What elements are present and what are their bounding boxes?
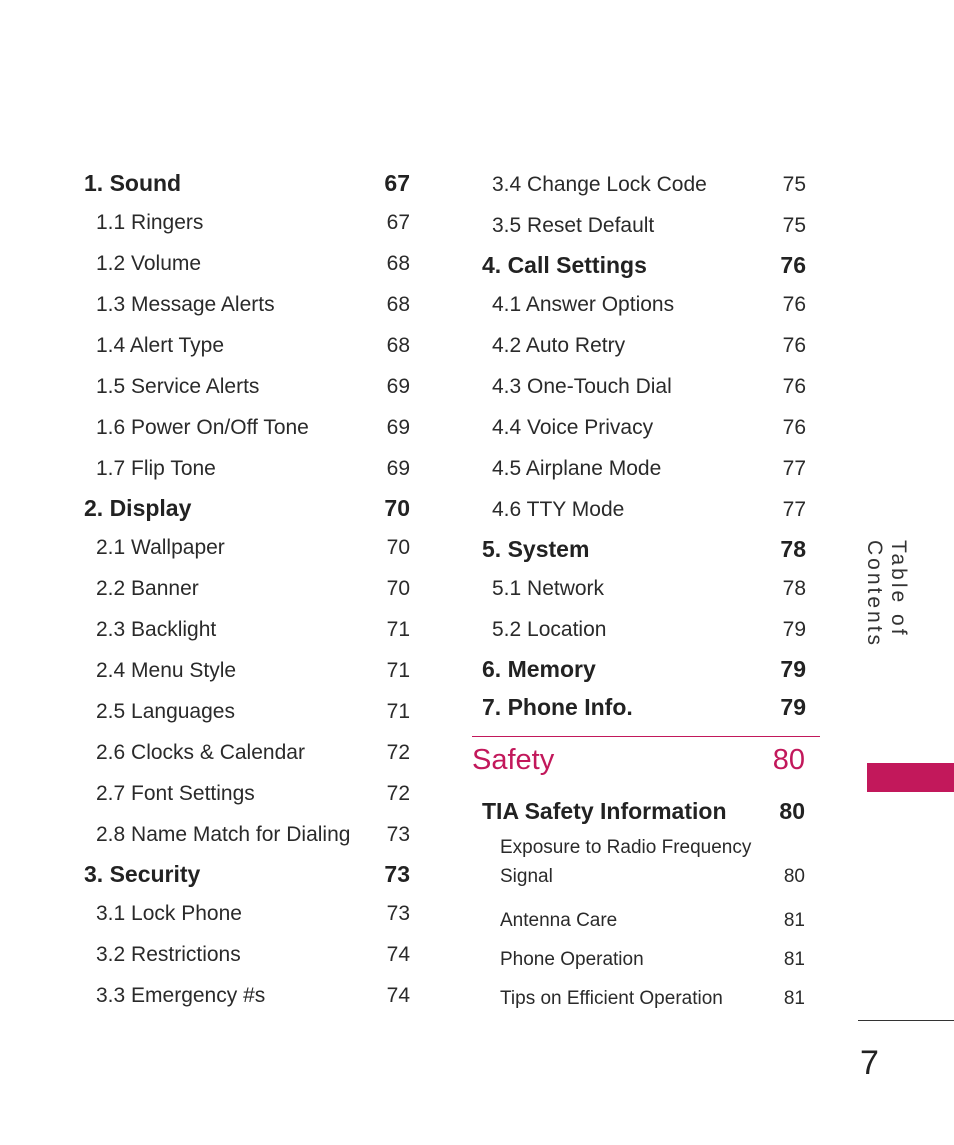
toc-entry[interactable] [84,325,410,366]
toc-entry[interactable] [84,732,410,773]
toc-entry-page: 69 [386,375,410,398]
toc-entry-label: 1.7 Flip Tone [96,457,216,480]
toc-entry-page: 69 [386,416,410,439]
toc-entry[interactable] [84,893,410,934]
safety-section [472,736,820,1018]
toc-entry[interactable] [472,568,806,609]
toc-entry-page: 76 [782,416,806,439]
toc-entry-page: 79 [780,694,806,720]
toc-entry-label: TIA Safety Information [482,798,727,824]
toc-section-entry[interactable] [84,489,410,527]
toc-entry-label: 1.3 Message Alerts [96,293,275,316]
toc-entry-safety-item[interactable] [472,940,820,979]
toc-entry[interactable] [472,448,806,489]
toc-entry-label: 2.4 Menu Style [96,659,237,682]
toc-entry-label: Phone Operation [500,949,644,970]
toc-entry-page: 68 [386,334,410,357]
toc-entry-label: 3.2 Restrictions [96,943,241,966]
toc-entry-page: 73 [384,861,410,887]
toc-entry[interactable] [84,773,410,814]
toc-section-entry[interactable] [472,530,806,568]
toc-section-entry[interactable] [472,688,806,726]
safety-items [472,901,820,1018]
toc-entry[interactable] [472,325,806,366]
toc-entry-tia-safety[interactable] [472,793,820,829]
toc-entry-page: 69 [386,457,410,480]
toc-entry-page: 71 [386,618,410,641]
toc-entry-label: 3. Security [84,861,201,887]
toc-entry-safety-item[interactable] [472,979,820,1018]
toc-entry[interactable] [84,568,410,609]
toc-entry-page: 75 [782,173,806,196]
toc-entry-label: 4.1 Answer Options [492,293,675,316]
toc-entry-label: 2.6 Clocks & Calendar [96,741,305,764]
toc-entry-label: 4.4 Voice Privacy [492,416,654,439]
toc-entry-label: 1.4 Alert Type [96,334,225,357]
toc-entry-page: 70 [386,577,410,600]
toc-entry-page: 68 [386,293,410,316]
toc-entry-page: 77 [782,457,806,480]
toc-entry-page: 80 [783,866,805,887]
toc-entry-label: 2.5 Languages [96,700,235,723]
toc-entry-page: 76 [782,334,806,357]
toc-entry[interactable] [84,284,410,325]
toc-entry-label: 2.1 Wallpaper [96,536,225,559]
toc-entry-page: 79 [782,618,806,641]
toc-entry-label-continued: Signal [500,866,553,887]
toc-entry-label: 7. Phone Info. [482,694,633,720]
toc-entry-label: 2.8 Name Match for Dialing [96,823,351,846]
toc-entry-page: 78 [780,536,806,562]
toc-entry-label: 2.7 Font Settings [96,782,255,805]
toc-entry-label: 2.2 Banner [96,577,199,600]
toc-entry[interactable] [472,366,806,407]
toc-entry-label: 3.1 Lock Phone [96,902,242,925]
toc-entry[interactable] [84,609,410,650]
toc-entry[interactable] [84,527,410,568]
toc-entry-label: 3.4 Change Lock Code [492,173,707,196]
toc-entry-page: 79 [780,656,806,682]
toc-entry-page: 81 [783,910,805,931]
toc-entry-page: 76 [782,293,806,316]
side-tab-marker [867,763,954,792]
toc-entry-page: 68 [386,252,410,275]
toc-entry-page: 72 [386,782,410,805]
toc-entry-label: 1.5 Service Alerts [96,375,260,398]
toc-entry-safety-item[interactable] [472,901,820,940]
toc-entry-page: 73 [386,902,410,925]
toc-entry[interactable] [84,202,410,243]
toc-entry-label: 5. System [482,536,590,562]
toc-entry-label: Exposure to Radio Frequency [500,837,752,858]
toc-entry-label: 1.1 Ringers [96,211,204,234]
toc-entry[interactable] [472,164,806,205]
toc-entry[interactable] [472,284,806,325]
toc-entry-page: 71 [386,659,410,682]
safety-page: 80 [772,744,805,776]
toc-entry-label: 5.1 Network [492,577,605,600]
toc-entry[interactable] [84,407,410,448]
toc-entry-label: 1. Sound [84,170,182,196]
toc-entry[interactable] [84,650,410,691]
toc-entry-label: 4.2 Auto Retry [492,334,626,357]
toc-entry-page: 70 [384,495,410,521]
toc-section-entry[interactable] [84,855,410,893]
safety-title: Safety [472,744,555,776]
page-number: 7 [860,1044,879,1082]
toc-entry-label: 4.5 Airplane Mode [492,457,662,480]
toc-entry-page: 80 [779,798,805,824]
toc-right-column [472,164,806,726]
toc-entry-label: 4.6 TTY Mode [492,498,625,521]
toc-entry-page: 76 [780,252,806,278]
toc-entry[interactable] [84,814,410,855]
toc-entry-label: 1.2 Volume [96,252,202,275]
toc-entry-page: 81 [783,949,805,970]
toc-entry-exposure[interactable] [472,833,820,891]
toc-entry-page: 67 [384,170,410,196]
toc-entry-page: 78 [782,577,806,600]
toc-entry[interactable] [84,691,410,732]
toc-entry-page: 72 [386,741,410,764]
toc-entry-label: 5.2 Location [492,618,607,641]
footer-divider [858,1020,954,1021]
toc-entry-label: 4.3 One-Touch Dial [492,375,672,398]
toc-entry-label: 6. Memory [482,656,596,682]
toc-entry[interactable] [472,205,806,246]
toc-entry-page: 77 [782,498,806,521]
toc-entry-page: 81 [783,988,805,1009]
toc-entry-label: 4. Call Settings [482,252,647,278]
toc-entry[interactable] [84,934,410,975]
toc-section-entry[interactable] [84,164,410,202]
toc-section-entry[interactable] [472,246,806,284]
toc-entry-page: 74 [386,984,410,1007]
safety-heading[interactable] [472,737,820,783]
toc-entry-label: Antenna Care [500,910,618,931]
toc-entry-label: 3.3 Emergency #s [96,984,266,1007]
toc-left-column [84,164,410,1016]
toc-entry-label: 2.3 Backlight [96,618,217,641]
toc-entry-page: 67 [386,211,410,234]
toc-entry-page: 76 [782,375,806,398]
toc-entry[interactable] [84,243,410,284]
toc-entry-page: 73 [386,823,410,846]
toc-entry-page: 74 [386,943,410,966]
toc-entry[interactable] [472,407,806,448]
toc-entry[interactable] [84,975,410,1016]
toc-entry-label: Tips on Efficient Operation [500,988,723,1009]
toc-entry[interactable] [472,489,806,530]
toc-entry[interactable] [84,448,410,489]
toc-entry-label: 3.5 Reset Default [492,214,655,237]
side-tab-label: Table of Contents [863,540,910,649]
toc-entry[interactable] [84,366,410,407]
toc-entry[interactable] [472,609,806,650]
toc-entry-page: 75 [782,214,806,237]
toc-entry-page: 71 [386,700,410,723]
toc-section-entry[interactable] [472,650,806,688]
toc-entry-page: 70 [386,536,410,559]
toc-entry-label: 1.6 Power On/Off Tone [96,416,309,439]
toc-entry-label: 2. Display [84,495,192,521]
